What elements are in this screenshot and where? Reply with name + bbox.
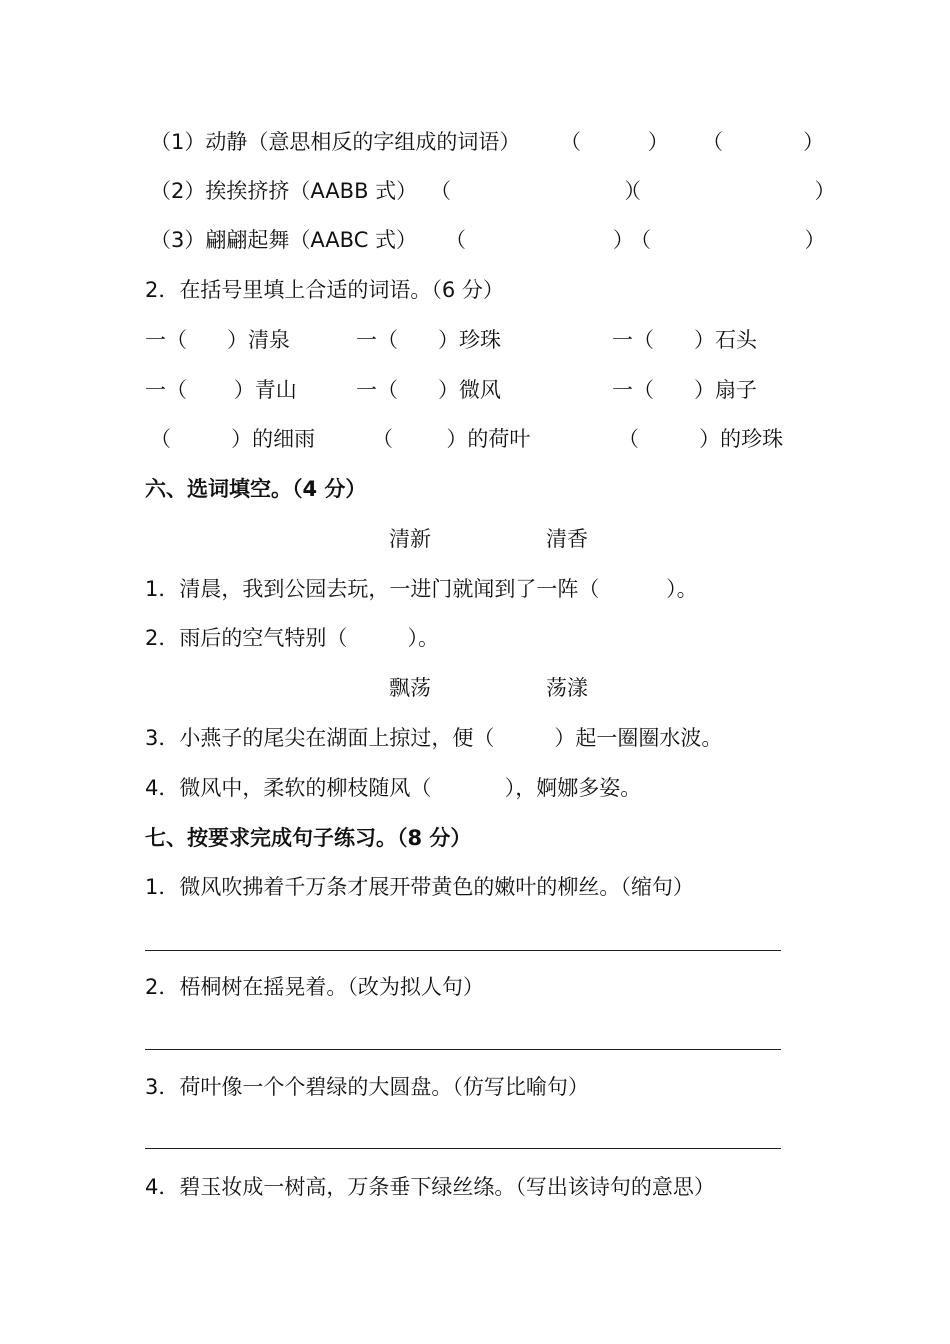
- s7-question-3: 3．荷叶像一个个碧绿的大圆盘。（仿写比喻句）: [145, 1075, 589, 1099]
- word-choice-dangyang: 荡漾: [546, 676, 588, 700]
- word-choice-qingxin: 清新: [389, 527, 431, 551]
- q1-item-3-blank-2[interactable]: （ ）: [630, 228, 826, 252]
- word-choice-qingxiang: 清香: [546, 527, 588, 551]
- s7-question-4: 4．碧玉妆成一树高，万条垂下绿丝绦。（写出该诗句的意思）: [145, 1175, 715, 1199]
- q1-item-3-text: （3）翩翩起舞（AABC 式）: [150, 228, 418, 252]
- q2-row-3-col-3[interactable]: （ ）的珍珠: [618, 427, 784, 451]
- q2-row-2-col-2[interactable]: 一（ ）微风: [356, 378, 502, 402]
- s7-answer-line-2[interactable]: [145, 1049, 781, 1050]
- q1-item-2-text: （2）挨挨挤挤（AABB 式）: [150, 179, 418, 203]
- q1-item-1-text: （1）动静（意思相反的字组成的词语）: [150, 130, 521, 154]
- s7-answer-line-1[interactable]: [145, 950, 781, 951]
- q2-row-3-col-1[interactable]: （ ）的细雨: [150, 427, 316, 451]
- q2-row-2-col-1[interactable]: 一（ ）青山: [145, 378, 297, 402]
- word-choice-piaodang: 飘荡: [389, 676, 431, 700]
- q2-row-1-col-2[interactable]: 一（ ）珍珠: [356, 328, 502, 352]
- s6-question-1[interactable]: 1．清晨，我到公园去玩，一进门就闻到了一阵（ ）。: [145, 577, 698, 601]
- q1-item-2-blank-1[interactable]: （ ）: [430, 179, 646, 203]
- q2-row-1-col-1[interactable]: 一（ ）清泉: [145, 328, 291, 352]
- q2-title: 2．在括号里填上合适的词语。（6 分）: [145, 278, 504, 302]
- q2-row-2-col-3[interactable]: 一（ ）扇子: [612, 378, 758, 402]
- s7-question-1: 1．微风吹拂着千万条才展开带黄色的嫩叶的柳丝。（缩句）: [145, 875, 694, 899]
- s7-answer-line-3[interactable]: [145, 1148, 781, 1149]
- q1-item-3-blank-1[interactable]: （ ）: [445, 228, 634, 252]
- q2-row-1-col-3[interactable]: 一（ ）石头: [612, 328, 758, 352]
- section-6-title: 六、选词填空。（4 分）: [145, 477, 367, 501]
- q1-item-1-blank-2[interactable]: （ ）: [702, 130, 825, 154]
- s6-question-3[interactable]: 3．小燕子的尾尖在湖面上掠过，便（ ）起一圈圈水波。: [145, 726, 723, 750]
- s6-question-4[interactable]: 4．微风中，柔软的柳枝随风（ ），婀娜多姿。: [145, 776, 642, 800]
- section-7-title: 七、按要求完成句子练习。（8 分）: [145, 826, 472, 850]
- q2-row-3-col-2[interactable]: （ ）的荷叶: [372, 427, 531, 451]
- q1-item-1-blank-1[interactable]: （ ）: [560, 130, 669, 154]
- q1-item-2-blank-2[interactable]: （ ）: [620, 179, 836, 203]
- s6-question-2[interactable]: 2．雨后的空气特别（ ）。: [145, 626, 439, 650]
- s7-question-2: 2．梧桐树在摇晃着。（改为拟人句）: [145, 975, 484, 999]
